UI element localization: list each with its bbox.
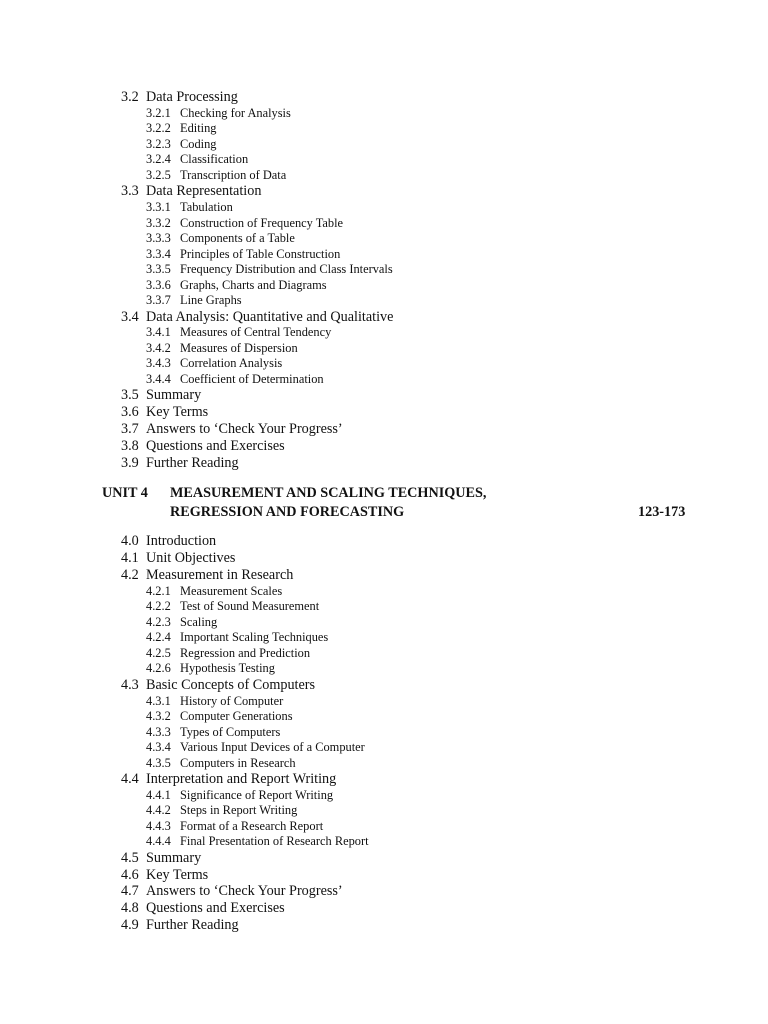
toc-entry-title: Computer Generations <box>180 709 293 724</box>
toc-subsection <box>0 819 768 835</box>
toc-entry-title: Important Scaling Techniques <box>180 630 329 645</box>
toc-entry-title: Graphs, Charts and Diagrams <box>180 277 327 292</box>
toc-entry-number: 3.2 <box>121 89 139 105</box>
toc-entry-title: Computers in Research <box>180 755 296 770</box>
toc-entry-title: Data Representation <box>146 183 262 200</box>
toc-entry-number: 4.3.1 <box>146 693 171 708</box>
toc-entry-title: Scaling <box>180 614 218 629</box>
toc-subsection <box>0 788 768 804</box>
toc-entry-number: 4.4.2 <box>146 803 171 818</box>
toc-entry-number: 3.3 <box>121 183 139 200</box>
toc-group-unit-3 <box>0 89 768 471</box>
toc-entry-title: Various Input Devices of a Computer <box>180 740 365 755</box>
toc-section <box>0 771 768 788</box>
toc-entry-number: 3.3.4 <box>146 246 171 261</box>
toc-subsection <box>0 630 768 646</box>
toc-subsection <box>0 709 768 725</box>
toc-entry-number: 3.3.2 <box>146 215 171 230</box>
unit-label: UNIT 4 <box>102 485 148 502</box>
toc-entry-number: 4.2.2 <box>146 599 171 614</box>
toc-section <box>0 850 768 867</box>
toc-entry-number: 4.2.5 <box>146 645 171 660</box>
toc-entry-title: Basic Concepts of Computers <box>146 676 316 693</box>
toc-subsection <box>0 372 768 388</box>
toc-entry-title: Types of Computers <box>180 724 281 739</box>
toc-section <box>0 421 768 438</box>
toc-entry-number: 4.3 <box>121 676 139 693</box>
toc-entry-number: 4.5 <box>121 849 139 866</box>
toc-entry-title: Key Terms <box>146 404 209 421</box>
toc-subsection <box>0 152 768 168</box>
toc-subsection <box>0 137 768 153</box>
toc-entry-title: Summary <box>146 387 202 404</box>
toc-subsection <box>0 293 768 309</box>
toc-entry-number: 4.9 <box>121 917 139 934</box>
toc-entry-number: 4.2 <box>121 566 139 583</box>
toc-entry-title: Hypothesis Testing <box>180 661 275 676</box>
toc-entry-number: 4.3.5 <box>146 755 171 770</box>
unit-page-range: 123-173 <box>638 504 686 521</box>
toc-entry-title: Line Graphs <box>180 293 242 308</box>
toc-entry-title: Measurement Scales <box>180 583 283 598</box>
toc-section <box>0 677 768 694</box>
toc-subsection <box>0 325 768 341</box>
toc-section <box>0 900 768 917</box>
toc-entry-title: Test of Sound Measurement <box>180 599 320 614</box>
toc-entry-title: Construction of Frequency Table <box>180 215 344 230</box>
toc-entry-number: 3.6 <box>121 404 139 421</box>
toc-subsection <box>0 231 768 247</box>
toc-subsection <box>0 599 768 615</box>
toc-entry-title: Editing <box>180 121 217 136</box>
toc-entry-number: 4.2.3 <box>146 614 171 629</box>
toc-entry-title: Summary <box>146 849 202 866</box>
toc-subsection <box>0 584 768 600</box>
toc-entry-title: Final Presentation of Research Report <box>180 834 369 849</box>
toc-subsection <box>0 740 768 756</box>
toc-entry-title: Format of a Research Report <box>180 818 324 833</box>
toc-subsection <box>0 106 768 122</box>
toc-entry-title: Coding <box>180 136 217 151</box>
toc-entry-title: Further Reading <box>146 454 239 471</box>
toc-entry-title: Questions and Exercises <box>146 900 285 917</box>
toc-section <box>0 883 768 900</box>
toc-subsection <box>0 200 768 216</box>
toc-subsection <box>0 725 768 741</box>
toc-entry-number: 3.4 <box>121 308 139 325</box>
toc-entry-title: Unit Objectives <box>146 550 236 567</box>
unit-title-line-2: REGRESSION AND FORECASTING <box>170 504 405 521</box>
toc-section <box>0 550 768 567</box>
toc-entry-title: Answers to ‘Check Your Progress’ <box>146 420 343 437</box>
toc-entry-title: Measurement in Research <box>146 566 294 583</box>
toc-entry-title: Key Terms <box>146 866 209 883</box>
toc-entry-number: 4.2.6 <box>146 661 171 676</box>
toc-entry-number: 4.4 <box>121 771 139 788</box>
toc-subsection <box>0 278 768 294</box>
toc-section <box>0 387 768 404</box>
toc-entry-title: Significance of Report Writing <box>180 787 334 802</box>
toc-subsection <box>0 168 768 184</box>
toc-entry-number: 4.4.4 <box>146 834 171 849</box>
unit-title-line-1: MEASUREMENT AND SCALING TECHNIQUES, <box>170 485 487 502</box>
toc-entry-title: Checking for Analysis <box>180 105 291 120</box>
toc-entry-title: Coefficient of Determination <box>180 371 324 386</box>
toc-section <box>0 404 768 421</box>
toc-entry-title: Frequency Distribution and Class Intervals <box>180 262 393 277</box>
toc-subsection <box>0 262 768 278</box>
toc-entry-number: 4.3.3 <box>146 724 171 739</box>
toc-section <box>0 89 768 106</box>
toc-entry-title: History of Computer <box>180 693 284 708</box>
toc-entry-title: Transcription of Data <box>180 167 287 182</box>
toc-section <box>0 567 768 584</box>
toc-entry-title: Questions and Exercises <box>146 437 285 454</box>
toc-entry-title: Further Reading <box>146 917 239 934</box>
toc-subsection <box>0 834 768 850</box>
table-of-contents <box>0 89 768 934</box>
toc-entry-number: 4.4.3 <box>146 818 171 833</box>
toc-section <box>0 455 768 472</box>
toc-entry-title: Classification <box>180 152 249 167</box>
toc-entry-number: 3.5 <box>121 387 139 404</box>
unit-heading <box>0 471 768 533</box>
toc-section <box>0 309 768 326</box>
toc-entry-number: 3.4.4 <box>146 371 171 386</box>
toc-entry-number: 4.1 <box>121 550 139 567</box>
toc-subsection <box>0 341 768 357</box>
toc-entry-number: 3.3.5 <box>146 262 171 277</box>
toc-subsection <box>0 356 768 372</box>
toc-subsection <box>0 121 768 137</box>
toc-entry-number: 4.0 <box>121 533 139 550</box>
toc-entry-title: Components of a Table <box>180 231 295 246</box>
toc-entry-number: 3.4.1 <box>146 325 171 340</box>
toc-entry-number: 4.2.1 <box>146 583 171 598</box>
toc-section <box>0 183 768 200</box>
toc-entry-title: Correlation Analysis <box>180 356 283 371</box>
toc-entry-title: Measures of Central Tendency <box>180 325 332 340</box>
toc-entry-number: 4.2.4 <box>146 630 171 645</box>
toc-entry-title: Steps in Report Writing <box>180 803 298 818</box>
toc-entry-title: Answers to ‘Check Your Progress’ <box>146 883 343 900</box>
toc-entry-number: 3.2.4 <box>146 152 171 167</box>
toc-entry-title: Regression and Prediction <box>180 645 311 660</box>
toc-entry-number: 3.2.1 <box>146 105 171 120</box>
toc-entry-number: 3.3.6 <box>146 277 171 292</box>
toc-subsection <box>0 756 768 772</box>
toc-entry-number: 4.3.4 <box>146 740 171 755</box>
toc-entry-number: 3.7 <box>121 420 139 437</box>
toc-entry-title: Tabulation <box>180 200 233 215</box>
toc-subsection <box>0 646 768 662</box>
toc-entry-number: 3.2.5 <box>146 167 171 182</box>
toc-entry-number: 4.6 <box>121 866 139 883</box>
toc-entry-number: 4.7 <box>121 883 139 900</box>
toc-subsection <box>0 661 768 677</box>
toc-section <box>0 438 768 455</box>
toc-entry-number: 3.3.7 <box>146 293 171 308</box>
toc-entry-number: 3.3.1 <box>146 200 171 215</box>
toc-entry-number: 3.2.2 <box>146 121 171 136</box>
toc-entry-number: 3.4.2 <box>146 340 171 355</box>
toc-section <box>0 533 768 550</box>
toc-section <box>0 917 768 934</box>
toc-entry-number: 4.8 <box>121 900 139 917</box>
toc-entry-title: Measures of Dispersion <box>180 340 298 355</box>
toc-entry-number: 3.8 <box>121 437 139 454</box>
toc-subsection <box>0 803 768 819</box>
toc-entry-number: 3.4.3 <box>146 356 171 371</box>
toc-entry-number: 3.9 <box>121 454 139 471</box>
toc-entry-title: Introduction <box>146 533 217 550</box>
toc-subsection <box>0 216 768 232</box>
toc-entry-number: 4.4.1 <box>146 787 171 802</box>
toc-entry-number: 3.2.3 <box>146 136 171 151</box>
toc-subsection <box>0 247 768 263</box>
toc-subsection <box>0 694 768 710</box>
toc-entry-title: Data Analysis: Quantitative and Qualitative <box>146 308 394 325</box>
toc-section <box>0 867 768 884</box>
toc-entry-title: Data Processing <box>146 89 238 105</box>
toc-subsection <box>0 615 768 631</box>
toc-entry-title: Interpretation and Report Writing <box>146 771 337 788</box>
toc-entry-number: 4.3.2 <box>146 709 171 724</box>
toc-entry-number: 3.3.3 <box>146 231 171 246</box>
toc-entry-title: Principles of Table Construction <box>180 246 341 261</box>
toc-group-unit-4 <box>0 533 768 933</box>
